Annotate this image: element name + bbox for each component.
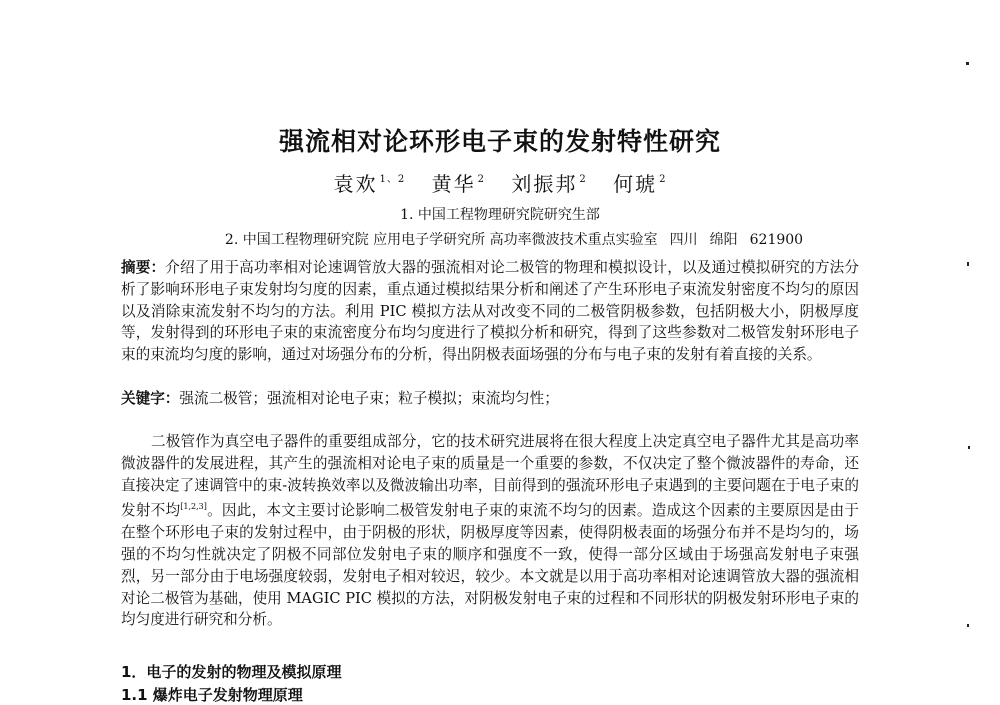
author-affiliation-mark: 2 (659, 174, 667, 185)
keywords (121, 388, 859, 410)
affiliation-2-org: 2. 中国工程物理研究院 应用电子学研究所 高功率微波技术重点实验室 (224, 232, 658, 248)
author-affiliation-mark: 1、2 (379, 174, 406, 185)
author-affiliation-mark: 2 (579, 174, 587, 185)
abstract (121, 257, 859, 366)
author-name: 何琥 (613, 172, 658, 196)
intro-text-part1: 二极管作为真空电子器件的重要组成部分，它的技术研究进展将在很大程度上决定真空电子器件尤其是高功率微波器件的发展进程，其产生的强流相对论电子束的质量是一个重要的参数，不仅决定了整个微波器件的寿命，还直接决定了速调管中的束-波转换效率以及微波输出功率，目前得到的强流环形电子束遇到的主要问题在于电子束的发射不均 (121, 433, 859, 520)
abstract-text: 介绍了用于高功率相对论速调管放大器的强流相对论二极管的物理和模拟设计，以及通过模拟研究的方法分析了影响环形电子束发射均匀度的因素，重点通过模拟结果分析和阐述了产生环形电子束流发射密度不均匀的原因以及消除束流发射不均匀的方法。利用 PIC 模拟方法从对改变不同的二极管阴极参数，包括阴极大小，阴极厚度等，发射得到的环形电子束的束流密度分布均匀度进行了模拟分析和研究，得到了这些参数对二极管发射环形电子束的束流均匀度的影响，通过对场强分布的分析，得出阴极表面场强的分布与电子束的发射有着直接的关系。 (121, 259, 859, 364)
keywords-label: 关键字： (121, 390, 180, 407)
affiliation-2-zip: 621900 (749, 232, 804, 248)
subsection-heading-1-1: 1.1 爆炸电子发射物理原理 (121, 686, 303, 704)
abstract-label: 摘要： (121, 259, 166, 276)
author-4 (613, 172, 666, 196)
paper-title: 强流相对论环形电子束的发射特性研究 (278, 127, 721, 156)
affiliation-1: 1. 中国工程物理研究院研究生部 (400, 207, 600, 223)
section-heading-1: 1．电子的发射的物理及模拟原理 (121, 663, 342, 681)
citation-ref: [1,2,3] (180, 502, 207, 512)
author-name: 黄华 (431, 172, 476, 196)
author-3 (511, 172, 586, 196)
author-name: 袁欢 (333, 172, 378, 196)
author-name: 刘振邦 (511, 172, 578, 196)
scan-speck (967, 624, 969, 627)
author-affiliation-mark: 2 (477, 174, 485, 185)
affiliation-2-city: 绵阳 (709, 232, 738, 248)
author-list (0, 168, 1000, 197)
affiliation-2-province: 四川 (669, 232, 698, 248)
author-1 (334, 172, 406, 196)
scan-speck (966, 62, 969, 65)
affiliation-2 (110, 229, 930, 249)
scan-speck (967, 262, 969, 266)
author-2 (432, 172, 485, 196)
scan-speck (968, 446, 970, 449)
intro-text-part2: 。因此，本文主要讨论影响二极管发射电子束的束流不均匀的因素。造成这个因素的主要原因是由于在整个环形电子束的发射过程中，由于阴极的形状，阴极厚度等因素，使得阴极表面的场强分布并不是均匀的，场强的不均匀性就决定了阴极不同部位发射电子束的顺序和强度不一致，使得一部分区域由于场强高发射电子束强烈，另一部分由于电场强度较弱，发射电子相对较迟，较少。本文就是以用于高功率相对论速调管放大器的强流相对论二极管为基础，使用 MAGIC PIC 模拟的方法，对阴极发射电子束的过程和不同形状的阴极发射环形电子束的均匀度进行研究和分析。 (121, 502, 859, 629)
keywords-text: 强流二极管；强流相对论电子束；粒子模拟；束流均匀性； (179, 390, 559, 407)
introduction-paragraph (121, 431, 859, 631)
